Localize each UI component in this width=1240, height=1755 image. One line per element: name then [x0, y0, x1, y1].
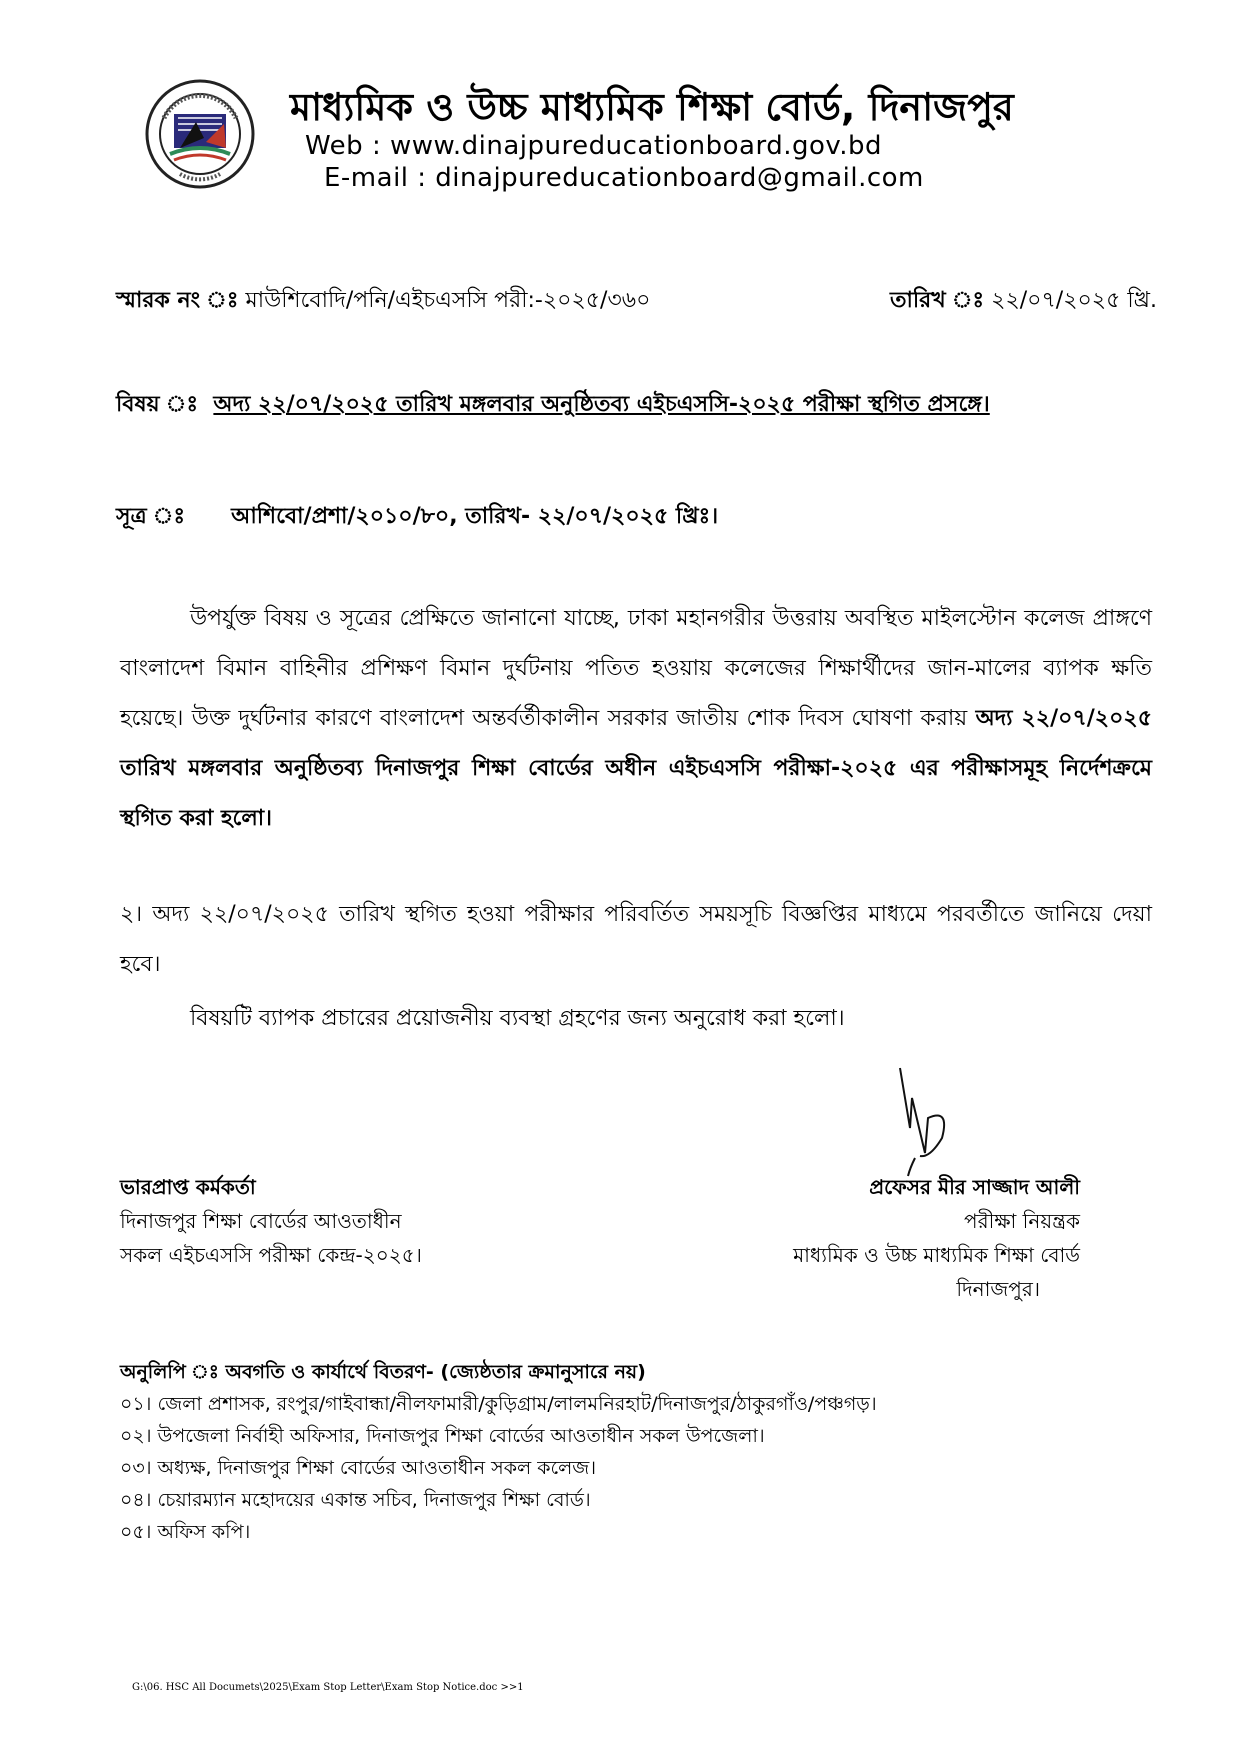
handwritten-signature-icon [870, 1058, 970, 1178]
signature [870, 1058, 970, 1178]
memo-number [116, 283, 650, 320]
memo-date [890, 283, 1157, 320]
recipient-block [120, 1170, 422, 1272]
board-name-heading: মাধ্যমিক ও উচ্চ মাধ্যমিক শিক্ষা বোর্ড, দিনাজপুর [290, 85, 1014, 129]
copy-item: ০২। উপজেলা নির্বাহী অফিসার, দিনাজপুর শিক্ষা বোর্ডের আওতাধীন সকল উপজেলা। [120, 1425, 765, 1447]
reference-label: সূত্র ঃ [116, 504, 186, 529]
memo-label: স্মারক নং ঃ [116, 288, 239, 313]
board-website: Web : www.dinajpureducationboard.gov.bd [305, 131, 883, 161]
paragraph2-text: ২। অদ্য ২২/০৭/২০২৫ তারিখ স্থগিত হওয়া পরীক্ষার পরিবর্তিত সময়সূচি বিজ্ঞপ্তির মাধ্যমে পরবর্তীতে জানিয়ে দেয়া হবে। [120, 902, 1152, 977]
body-paragraph-3: বিষয়টি ব্যাপক প্রচারের প্রয়োজনীয় ব্যবস্থা গ্রহণের জন্য অনুরোধ করা হলো। [190, 1006, 845, 1031]
reference-text: আশিবো/প্রশা/২০১০/৮০, তারিখ- ২২/০৭/২০২৫ খ্রিঃ। [231, 504, 719, 529]
copy-item: ০৫। অফিস কপি। [120, 1521, 251, 1543]
copy-item: ০১। জেলা প্রশাসক, রংপুর/গাইবান্ধা/নীলফামারী/কুড়িগ্রাম/লালমনিরহাট/দিনাজপুর/ঠাকুরগাঁও/পঞ্চগড়। [120, 1393, 877, 1415]
recipient-line-1: দিনাজপুর শিক্ষা বোর্ডের আওতাধীন [120, 1209, 402, 1233]
signatory-name: প্রফেসর মীর সাজ্জাদ আলী [869, 1175, 1080, 1199]
subject-line [116, 387, 990, 424]
subject-text: অদ্য ২২/০৭/২০২৫ তারিখ মঙ্গলবার অনুষ্ঠিতব্য এইচএসসি-২০২৫ পরীক্ষা স্থগিত প্রসঙ্গে। [213, 392, 990, 417]
copy-heading: অনুলিপি ঃ অবগতি ও কার্যার্থে বিতরণ- (জ্যেষ্ঠতার ক্রমানুসারে নয়) [120, 1361, 646, 1383]
signatory-office: মাধ্যমিক ও উচ্চ মাধ্যমিক শিক্ষা বোর্ড [793, 1243, 1080, 1267]
board-seal-icon [144, 78, 256, 190]
copy-item: ০৩। অধ্যক্ষ, দিনাজপুর শিক্ষা বোর্ডের আওতাধীন সকল কলেজ। [120, 1457, 597, 1479]
recipient-title: ভারপ্রাপ্ত কর্মকর্তা [120, 1175, 256, 1199]
signatory-block [740, 1170, 1080, 1306]
body-paragraph-2 [120, 890, 1152, 990]
body-paragraph-1 [120, 594, 1152, 844]
board-email: E-mail : dinajpureducationboard@gmail.com [324, 163, 924, 193]
board-logo [144, 78, 256, 190]
date-value: ২২/০৭/২০২৫ খ্রি. [991, 288, 1158, 313]
signatory-city: দিনাজপুর। [956, 1277, 1040, 1301]
signatory-designation: পরীক্ষা নিয়ন্ত্রক [964, 1209, 1080, 1233]
copy-item: ০৪। চেয়ারম্যান মহোদয়ের একান্ত সচিব, দিনাজপুর শিক্ষা বোর্ড। [120, 1489, 591, 1511]
memo-value: মাউশিবোদি/পনি/এইচএসসি পরী:-২০২৫/৩৬০ [245, 288, 651, 313]
paragraph1-bold-text: অদ্য ২২/০৭/২০২৫ তারিখ মঙ্গলবার অনুষ্ঠিতব্য দিনাজপুর শিক্ষা বোর্ডের অধীন এইচএসসি পরীক্ষা-২০২৫ এর পরীক্ষাসমূহ নির্দেশক্রমে স্থগিত করা হলো। [120, 706, 1152, 831]
reference-line [116, 499, 718, 536]
copy-distribution [120, 1356, 877, 1548]
subject-label: বিষয় ঃ [116, 392, 199, 417]
file-path-footer: G:\06. HSC All Documets\2025\Exam Stop Letter\Exam Stop Notice.doc >>1 [132, 1682, 524, 1693]
paragraph1-text: উপর্যুক্ত বিষয় ও সূত্রের প্রেক্ষিতে জানানো যাচ্ছে, ঢাকা মহানগরীর উত্তরায় অবস্থিত মাইলস্টোন কলেজ প্রাঙ্গণে বাংলাদেশ বিমান বাহিনীর প্রশিক্ষণ বিমান দুর্ঘটনায় পতিত হওয়ায় কলেজের শিক্ষার্থীদের জান-মালের ব্যাপক ক্ষতি হয়েছে। উক্ত দুর্ঘটনার কারণে বাংলাদেশ অন্তর্বর্তীকালীন সরকার জাতীয় শোক দিবস ঘোষণা করায় [120, 606, 1152, 731]
date-label: তারিখ ঃ [890, 288, 985, 313]
recipient-line-2: সকল এইচএসসি পরীক্ষা কেন্দ্র-২০২৫। [120, 1243, 422, 1267]
